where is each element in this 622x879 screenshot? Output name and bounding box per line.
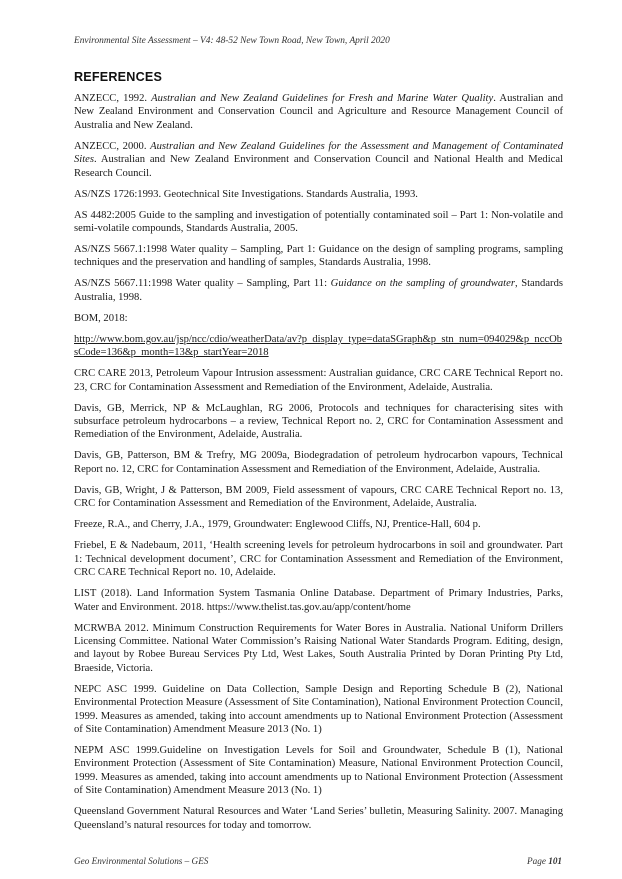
reference-entry: MCRWBA 2012. Minimum Construction Requirements for Water Bores in Australia. National Uniform Drillers Licensing Committee. National Water Commission’s Raising National Water Standards Program. Editing, design, and layout by Robee Bureau Services Pty Ltd, West Lakes, South Australia Printed by Doran Printing Pty Ltd, Braeside, Victoria.: [74, 622, 563, 674]
bom-weather-link[interactable]: http://www.bom.gov.au/jsp/ncc/cdio/weatherData/av?p_display_type=dataSGraph&p_stn_num=094029&p_nccObsCode=136&p_month=13&p_startYear=2018: [74, 333, 563, 359]
reference-entry: AS 4482:2005 Guide to the sampling and investigation of potentially contaminated soil – Part 1: Non-volatile and semi-volatile compounds, Standards Australia, 2005.: [74, 209, 563, 235]
reference-entry: Davis, GB, Wright, J & Patterson, BM 2009, Field assessment of vapours, CRC CARE Technical Report no. 13, CRC for Contamination Assessment and Remediation of the Environment, Adelaide, Australia.: [74, 484, 563, 510]
page-number: Page 101: [527, 856, 562, 866]
reference-list: [74, 92, 563, 840]
footer-company: Geo Environmental Solutions – GES: [74, 856, 209, 866]
running-header: Environmental Site Assessment – V4: 48-52 New Town Road, New Town, April 2020: [74, 36, 390, 46]
reference-entry: AS/NZS 1726:1993. Geotechnical Site Investigations. Standards Australia, 1993.: [74, 188, 418, 200]
reference-entry: AS/NZS 5667.11:1998 Water quality – Sampling, Part 11: Guidance on the sampling of groundwater, Standards Australia, 1998.: [74, 278, 564, 303]
reference-entry: ANZECC, 1992. Australian and New Zealand Guidelines for Fresh and Marine Water Quality. Australian and New Zealand Environment and Conservation Council and Agriculture and Resource Management Council of Australia and New Zealand.: [74, 93, 563, 131]
reference-entry: Friebel, E & Nadebaum, 2011, ‘Health screening levels for petroleum hydrocarbons in soil and groundwater. Part 1: Technical development document’, CRC for Contamination Assessment and Remediation of the Environment, CRC CARE Technical Report no. 10, Adelaide.: [74, 540, 563, 579]
reference-entry: CRC CARE 2013, Petroleum Vapour Intrusion assessment: Australian guidance, CRC CARE Technical Report no. 23, CRC for Contamination Assessment and Remediation of the Environment, Adelaide, Australia.: [74, 368, 563, 393]
reference-entry: ANZECC, 2000. Australian and New Zealand Guidelines for the Assessment and Management of Contaminated Sites. Australian and New Zealand Environment and Conservation Council and National Health and Medical Research Council.: [74, 140, 563, 179]
reference-entry: LIST (2018). Land Information System Tasmania Online Database. Department of Primary Industries, Parks, Water and Environment. 2018. https://www.thelist.tas.gov.au/app/content/home: [74, 588, 563, 613]
reference-entry: Davis, GB, Merrick, NP & McLaughlan, RG 2006, Protocols and techniques for characterising sites with subsurface petroleum hydrocarbons – a review, Technical Report no. 2, CRC for Contamination Assessment and Remediation of the Environment, Adelaide, Australia.: [74, 402, 563, 441]
section-heading: REFERENCES: [74, 70, 163, 84]
reference-entry: NEPM ASC 1999.Guideline on Investigation Levels for Soil and Groundwater, Schedule B (1), National Environment Protection (Assessment of Site Contamination) Measure, National Environment Protection Council, 1999. Measures as amended, taking into account amendments up to National Environment Protection (Assessment of Site Contamination) Amendment Measure 2013 (No. 1): [74, 744, 563, 797]
reference-entry: Davis, GB, Patterson, BM & Trefry, MG 2009a, Biodegradation of petroleum hydrocarbon vapours, Technical Report no. 12, CRC for Contamination Assessment and Remediation of the Environment, Adelaide, Australia.: [74, 450, 563, 475]
reference-entry: Queensland Government Natural Resources and Water ‘Land Series’ bulletin, Measuring Salinity. 2007. Managing Queensland’s natural resources for today and tomorrow.: [74, 806, 563, 831]
reference-entry: NEPC ASC 1999. Guideline on Data Collection, Sample Design and Reporting Schedule B (2), National Environmental Protection Measure (Assessment of Site Contamination), National Environment Protection Council, 1999. Measures as amended, taking into account amendments up to National Environment Protection (Assessment of Site Contamination) Amendment Measure 2013 (No. 1): [74, 683, 563, 735]
reference-entry: AS/NZS 5667.1:1998 Water quality – Sampling, Part 1: Guidance on the design of sampling programs, sampling techniques and the preservation and handling of samples, Standards Australia, 1998.: [74, 244, 563, 269]
reference-entry: BOM, 2018:: [74, 312, 128, 324]
reference-entry: Freeze, R.A., and Cherry, J.A., 1979, Groundwater: Englewood Cliffs, NJ, Prentice-Hall, 604 p.: [74, 519, 481, 531]
